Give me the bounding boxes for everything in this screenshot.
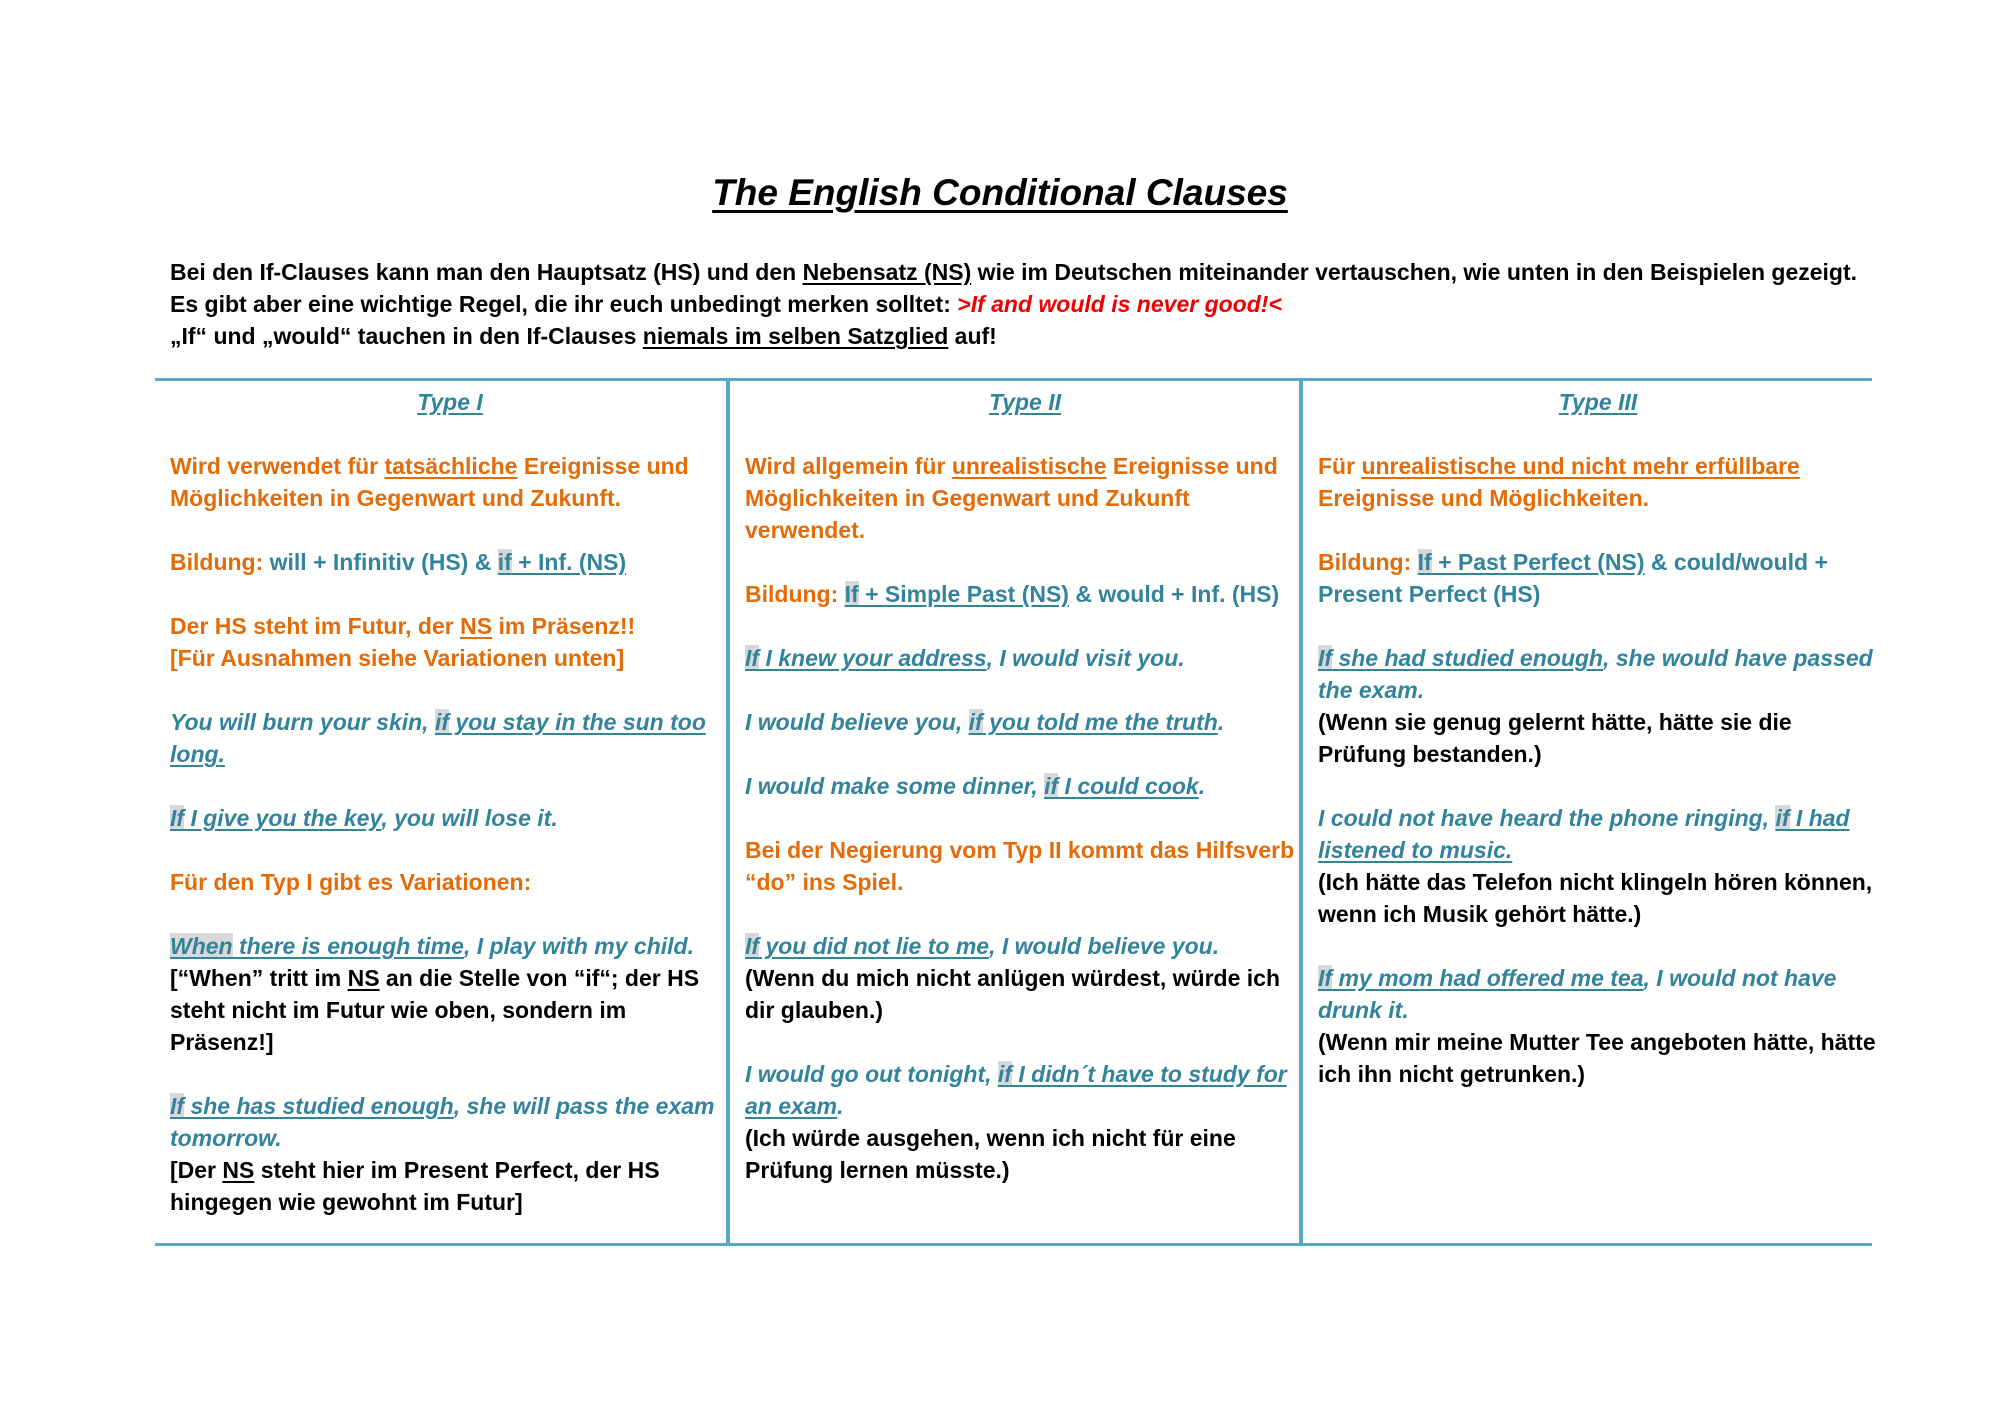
type-2-formation: Bildung: If + Simple Past (NS) & would + Inf. (HS): [745, 581, 1280, 607]
type-1-description: Wird verwendet für tatsächliche Ereignisse und Möglichkeiten in Gegenwart und Zukunft.: [170, 453, 689, 511]
intro-text: [170, 256, 1890, 352]
type-2-example-5: I would go out tonight, if I didn´t have to study for an exam. (Ich würde ausgehen, wenn ich nicht für eine Prüfung lernen müsste.): [745, 1061, 1287, 1183]
type-2-description: Wird allgemein für unrealistische Ereignisse und Möglichkeiten in Gegenwart und Zukunft verwendet.: [745, 453, 1278, 543]
type-3-formation: Bildung: If + Past Perfect (NS) & could/would + Present Perfect (HS): [1318, 549, 1828, 607]
type-3-description: Für unrealistische und nicht mehr erfüllbare Ereignisse und Möglichkeiten.: [1318, 453, 1800, 511]
page-title: The English Conditional Clauses: [712, 172, 1288, 213]
table-top-rule: [155, 378, 1872, 381]
type-1-example-4: If she has studied enough, she will pass the exam tomorrow. [Der NS steht hier im Present Perfect, der HS hingegen wie gewohnt im Futur]: [170, 1093, 715, 1215]
type-2-example-4: If you did not lie to me, I would believe you. (Wenn du mich nicht anlügen würdest, würde ich dir glauben.): [745, 933, 1280, 1023]
type-1-note: Der HS steht im Futur, der NS im Präsenz!! [Für Ausnahmen siehe Variationen unten]: [170, 613, 636, 671]
type-1-variations-heading: Für den Typ I gibt es Variationen:: [170, 869, 532, 895]
type-3-example-2: I could not have heard the phone ringing, if I had listened to music. (Ich hätte das Telefon nicht klingeln hören können, wenn ich Musik gehört hätte.): [1318, 805, 1873, 927]
type-2-example-2: I would believe you, if you told me the truth.: [745, 709, 1225, 735]
type-1-example-1: You will burn your skin, if you stay in the sun too long.: [170, 709, 706, 767]
type-2-example-3: I would make some dinner, if I could cook.: [745, 773, 1206, 799]
type-3-header: Type III: [1558, 389, 1638, 415]
type-2-example-1: If I knew your address, I would visit you.: [745, 645, 1185, 671]
intro-line-1: Bei den If-Clauses kann man den Hauptsatz (HS) und den Nebensatz (NS) wie im Deutschen miteinander vertauschen, wie unten in den Beispielen gezeigt.: [170, 259, 1858, 285]
type-2-header: Type II: [989, 389, 1061, 415]
type-2-negation-note: Bei der Negierung vom Typ II kommt das Hilfsverb “do” ins Spiel.: [745, 837, 1295, 895]
type-3-example-3: If my mom had offered me tea, I would not have drunk it. (Wenn mir meine Mutter Tee angeboten hätte, hätte ich ihn nicht getrunken.): [1318, 965, 1876, 1087]
type-1-header: Type I: [417, 389, 483, 415]
type-3-example-1: If she had studied enough, she would have passed the exam. (Wenn sie genug gelernt hätte, hätte sie die Prüfung bestanden.): [1318, 645, 1873, 767]
conditional-table: [155, 378, 1876, 1246]
type-1-formation: Bildung: will + Infinitiv (HS) & if + Inf. (NS): [170, 549, 627, 575]
intro-line-3: „If“ und „would“ tauchen in den If-Clauses niemals im selben Satzglied auf!: [170, 323, 997, 349]
column-type-2: [745, 386, 1305, 1218]
rule-highlight: >If and would is never good!<: [957, 291, 1282, 317]
column-type-1: [170, 386, 730, 1250]
type-1-example-3: When there is enough time, I play with my child. [“When” tritt im NS an die Stelle von “if“; der HS steht nicht im Futur wie oben, sondern im Präsenz!]: [170, 933, 700, 1055]
column-type-3: [1318, 386, 1878, 1122]
intro-line-2: Es gibt aber eine wichtige Regel, die ihr euch unbedingt merken solltet: >If and would is never good!<: [170, 291, 1282, 317]
type-1-example-2: If I give you the key, you will lose it.: [170, 805, 558, 831]
